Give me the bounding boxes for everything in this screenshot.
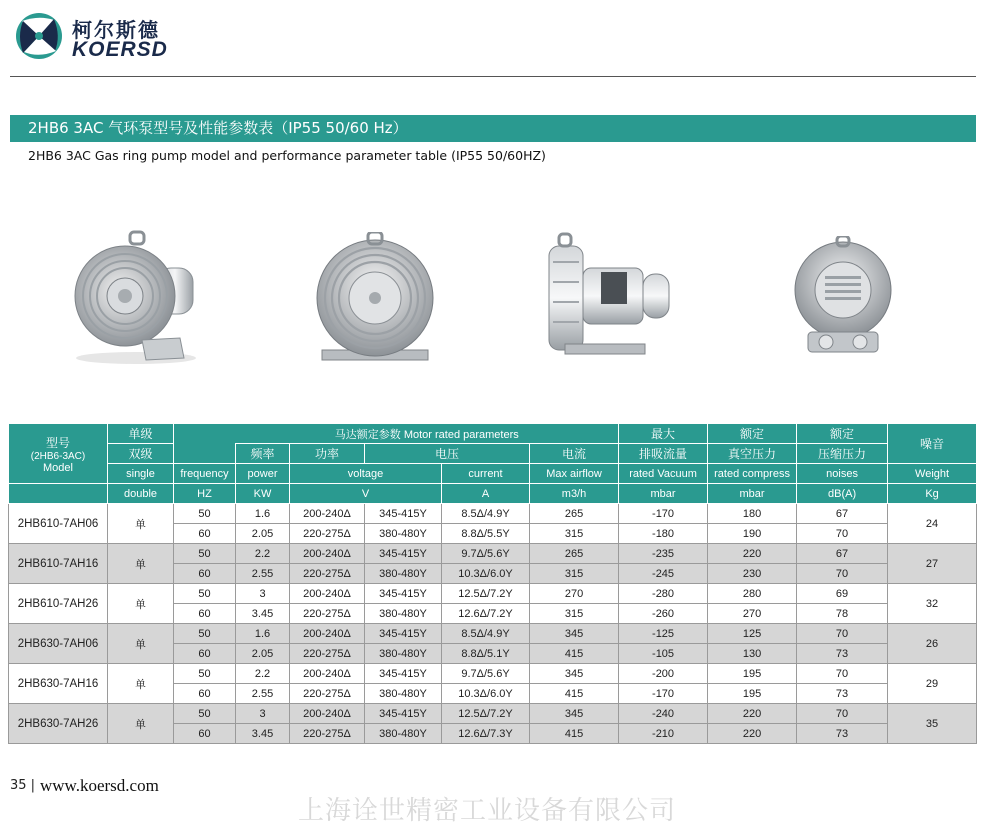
voltage-delta-cell: 200-240Δ xyxy=(290,504,365,524)
noise-cell: 73 xyxy=(797,724,888,744)
current-cell: 8.5Δ/4.9Y xyxy=(442,504,530,524)
header-noise-unit: dB(A) xyxy=(797,484,888,504)
voltage-y-cell: 345-415Y xyxy=(365,704,442,724)
kw-cell: 3 xyxy=(236,704,290,724)
vacuum-cell: -170 xyxy=(619,504,708,524)
noise-cell: 70 xyxy=(797,664,888,684)
model-cell: 2HB630-7AH16 xyxy=(9,664,108,704)
header-divider xyxy=(10,76,976,77)
noise-cell: 73 xyxy=(797,644,888,664)
vacuum-cell: -210 xyxy=(619,724,708,744)
header-compress-cn2: 压缩压力 xyxy=(797,444,888,464)
compress-cell: 220 xyxy=(708,544,797,564)
kw-cell: 1.6 xyxy=(236,504,290,524)
voltage-delta-cell: 220-275Δ xyxy=(290,524,365,544)
stage-cell: 单 xyxy=(108,664,174,704)
noise-cell: 70 xyxy=(797,704,888,724)
vacuum-cell: -180 xyxy=(619,524,708,544)
vacuum-cell: -105 xyxy=(619,644,708,664)
header-voltage-cn: 电压 xyxy=(365,444,530,464)
header-weight-unit: Kg xyxy=(888,484,977,504)
airflow-cell: 415 xyxy=(530,644,619,664)
compress-cell: 180 xyxy=(708,504,797,524)
current-cell: 9.7Δ/5.6Y xyxy=(442,664,530,684)
header-noise-cn: 噪音 xyxy=(888,424,977,464)
model-cell: 2HB610-7AH16 xyxy=(9,544,108,584)
airflow-cell: 345 xyxy=(530,664,619,684)
airflow-cell: 270 xyxy=(530,584,619,604)
hz-cell: 50 xyxy=(174,664,236,684)
kw-cell: 2.55 xyxy=(236,684,290,704)
voltage-y-cell: 345-415Y xyxy=(365,624,442,644)
compress-cell: 195 xyxy=(708,664,797,684)
current-cell: 10.3Δ/6.0Y xyxy=(442,684,530,704)
current-cell: 10.3Δ/6.0Y xyxy=(442,564,530,584)
airflow-cell: 345 xyxy=(530,624,619,644)
header-airflow-cn1: 最大 xyxy=(619,424,708,444)
compress-cell: 220 xyxy=(708,704,797,724)
noise-cell: 73 xyxy=(797,684,888,704)
current-cell: 12.5Δ/7.2Y xyxy=(442,584,530,604)
header-compress-cn1: 额定 xyxy=(797,424,888,444)
current-cell: 8.8Δ/5.1Y xyxy=(442,644,530,664)
hz-cell: 60 xyxy=(174,564,236,584)
current-cell: 12.6Δ/7.3Y xyxy=(442,724,530,744)
vacuum-cell: -170 xyxy=(619,684,708,704)
kw-cell: 2.55 xyxy=(236,564,290,584)
voltage-y-cell: 380-480Y xyxy=(365,644,442,664)
compress-cell: 220 xyxy=(708,724,797,744)
voltage-delta-cell: 220-275Δ xyxy=(290,724,365,744)
airflow-cell: 345 xyxy=(530,704,619,724)
compress-cell: 190 xyxy=(708,524,797,544)
model-cell: 2HB610-7AH06 xyxy=(9,504,108,544)
header-double-cn: 双级 xyxy=(108,444,174,464)
header-noise-en: noises xyxy=(797,464,888,484)
stage-cell: 单 xyxy=(108,704,174,744)
header-motor-group: 马达额定参数 Motor rated parameters xyxy=(236,424,619,444)
kw-cell: 2.2 xyxy=(236,664,290,684)
header-weight-en: Weight xyxy=(888,464,977,484)
voltage-delta-cell: 220-275Δ xyxy=(290,604,365,624)
kw-cell: 3.45 xyxy=(236,724,290,744)
voltage-y-cell: 380-480Y xyxy=(365,724,442,744)
stage-cell: 单 xyxy=(108,544,174,584)
hz-cell: 50 xyxy=(174,584,236,604)
weight-cell: 27 xyxy=(888,544,977,584)
vacuum-cell: -200 xyxy=(619,664,708,684)
header-current-cn: 电流 xyxy=(530,444,619,464)
header-freq-unit: HZ xyxy=(174,484,236,504)
kw-cell: 2.05 xyxy=(236,524,290,544)
header-power-cn: 功率 xyxy=(290,444,365,464)
noise-cell: 70 xyxy=(797,564,888,584)
table-row xyxy=(9,504,977,524)
kw-cell: 3.45 xyxy=(236,604,290,624)
vacuum-cell: -280 xyxy=(619,584,708,604)
compress-cell: 280 xyxy=(708,584,797,604)
model-cell: 2HB630-7AH06 xyxy=(9,624,108,664)
website-link[interactable]: www.koersd.com xyxy=(40,776,159,795)
spec-table-body xyxy=(9,504,977,744)
brand-name-cn: 柯尔斯德 xyxy=(72,18,160,42)
header-single-top: 单级 xyxy=(108,424,174,444)
table-row xyxy=(9,544,977,564)
voltage-delta-cell: 200-240Δ xyxy=(290,704,365,724)
current-cell: 8.8Δ/5.5Y xyxy=(442,524,530,544)
header-single-en: single xyxy=(108,464,174,484)
voltage-delta-cell: 220-275Δ xyxy=(290,564,365,584)
current-cell: 8.5Δ/4.9Y xyxy=(442,624,530,644)
voltage-y-cell: 345-415Y xyxy=(365,504,442,524)
header-vacuum-en: rated Vacuum xyxy=(619,464,708,484)
voltage-y-cell: 345-415Y xyxy=(365,544,442,564)
noise-cell: 78 xyxy=(797,604,888,624)
header-airflow-cn2: 排吸流量 xyxy=(619,444,708,464)
vacuum-cell: -235 xyxy=(619,544,708,564)
current-cell: 9.7Δ/5.6Y xyxy=(442,544,530,564)
hz-cell: 60 xyxy=(174,684,236,704)
header-freq-cn: 频率 xyxy=(236,444,290,464)
table-row xyxy=(9,664,977,684)
header-model: 型号 (2HB6-3AC) Model xyxy=(9,424,108,484)
stage-cell: 单 xyxy=(108,504,174,544)
airflow-cell: 315 xyxy=(530,524,619,544)
vacuum-cell: -260 xyxy=(619,604,708,624)
pump-rear-view-image xyxy=(790,236,896,358)
compress-cell: 270 xyxy=(708,604,797,624)
brand-name-en: KOERSD xyxy=(72,38,168,61)
airflow-cell: 265 xyxy=(530,544,619,564)
noise-cell: 70 xyxy=(797,524,888,544)
voltage-delta-cell: 200-240Δ xyxy=(290,544,365,564)
voltage-delta-cell: 220-275Δ xyxy=(290,644,365,664)
table-row xyxy=(9,624,977,644)
hz-cell: 60 xyxy=(174,724,236,744)
weight-cell: 35 xyxy=(888,704,977,744)
title-en: 2HB6 3AC Gas ring pump model and performance parameter table (IP55 50/60HZ) xyxy=(28,148,546,163)
airflow-cell: 415 xyxy=(530,724,619,744)
voltage-y-cell: 380-480Y xyxy=(365,604,442,624)
compress-cell: 230 xyxy=(708,564,797,584)
voltage-y-cell: 345-415Y xyxy=(365,664,442,684)
hz-cell: 50 xyxy=(174,624,236,644)
header-current-en: current xyxy=(442,464,530,484)
voltage-y-cell: 380-480Y xyxy=(365,684,442,704)
header-vacuum-unit: mbar xyxy=(619,484,708,504)
hz-cell: 60 xyxy=(174,644,236,664)
noise-cell: 67 xyxy=(797,544,888,564)
kw-cell: 2.2 xyxy=(236,544,290,564)
header-airflow-en: Max airflow xyxy=(530,464,619,484)
kw-cell: 1.6 xyxy=(236,624,290,644)
voltage-delta-cell: 200-240Δ xyxy=(290,664,365,684)
vacuum-cell: -240 xyxy=(619,704,708,724)
header-airflow-unit: m3/h xyxy=(530,484,619,504)
hz-cell: 50 xyxy=(174,544,236,564)
page-number: 35 | xyxy=(10,778,36,793)
header-current-unit: A xyxy=(442,484,530,504)
pump-side-view-image xyxy=(545,232,675,362)
pump-angled-view-image xyxy=(72,228,200,366)
hz-cell: 50 xyxy=(174,504,236,524)
noise-cell: 70 xyxy=(797,624,888,644)
hz-cell: 60 xyxy=(174,524,236,544)
vacuum-cell: -125 xyxy=(619,624,708,644)
current-cell: 12.5Δ/7.2Y xyxy=(442,704,530,724)
header-freq-en: frequency xyxy=(174,464,236,484)
header-vacuum-cn2: 真空压力 xyxy=(708,444,797,464)
header-voltage-unit: V xyxy=(290,484,442,504)
airflow-cell: 315 xyxy=(530,604,619,624)
stage-cell: 单 xyxy=(108,584,174,624)
model-cell: 2HB630-7AH26 xyxy=(9,704,108,744)
koersd-logo-icon xyxy=(14,11,64,61)
header-compress-en: rated compress xyxy=(708,464,797,484)
table-row xyxy=(9,704,977,724)
weight-cell: 32 xyxy=(888,584,977,624)
current-cell: 12.6Δ/7.2Y xyxy=(442,604,530,624)
title-banner: 2HB6 3AC 气环泵型号及性能参数表（IP55 50/60 Hz） xyxy=(10,115,976,142)
compress-cell: 130 xyxy=(708,644,797,664)
table-row xyxy=(9,584,977,604)
noise-cell: 69 xyxy=(797,584,888,604)
spec-table xyxy=(8,423,990,744)
hz-cell: 50 xyxy=(174,704,236,724)
voltage-y-cell: 380-480Y xyxy=(365,564,442,584)
company-name-watermark: 上海诠世精密工业设备有限公司 xyxy=(298,796,677,826)
compress-cell: 125 xyxy=(708,624,797,644)
header-voltage-en: voltage xyxy=(290,464,442,484)
voltage-delta-cell: 200-240Δ xyxy=(290,624,365,644)
noise-cell: 67 xyxy=(797,504,888,524)
weight-cell: 26 xyxy=(888,624,977,664)
header-double-en: double xyxy=(108,484,174,504)
voltage-delta-cell: 200-240Δ xyxy=(290,584,365,604)
header-power-unit: KW xyxy=(236,484,290,504)
stage-cell: 单 xyxy=(108,624,174,664)
weight-cell: 29 xyxy=(888,664,977,704)
pump-front-view-image xyxy=(312,232,438,364)
weight-cell: 24 xyxy=(888,504,977,544)
airflow-cell: 415 xyxy=(530,684,619,704)
spec-table-header: 型号 (2HB6-3AC) Model 单级 马达额定参数 Motor rated parameters 最大 额定 额定 噪音 重量 双级 频率 功率 电压 电流 排吸流量 真空压力 压缩压力 single frequency power voltage current Max airflow rated Vacuum rated compress noises Weight double HZ KW V A m3/h mbar mbar dB(A) Kg xyxy=(9,424,977,504)
voltage-y-cell: 345-415Y xyxy=(365,584,442,604)
model-cell: 2HB610-7AH26 xyxy=(9,584,108,624)
airflow-cell: 265 xyxy=(530,504,619,524)
header-vacuum-cn1: 额定 xyxy=(708,424,797,444)
airflow-cell: 315 xyxy=(530,564,619,584)
hz-cell: 60 xyxy=(174,604,236,624)
vacuum-cell: -245 xyxy=(619,564,708,584)
header-power-en: power xyxy=(236,464,290,484)
voltage-y-cell: 380-480Y xyxy=(365,524,442,544)
voltage-delta-cell: 220-275Δ xyxy=(290,684,365,704)
compress-cell: 195 xyxy=(708,684,797,704)
kw-cell: 3 xyxy=(236,584,290,604)
kw-cell: 2.05 xyxy=(236,644,290,664)
header-compress-unit: mbar xyxy=(708,484,797,504)
